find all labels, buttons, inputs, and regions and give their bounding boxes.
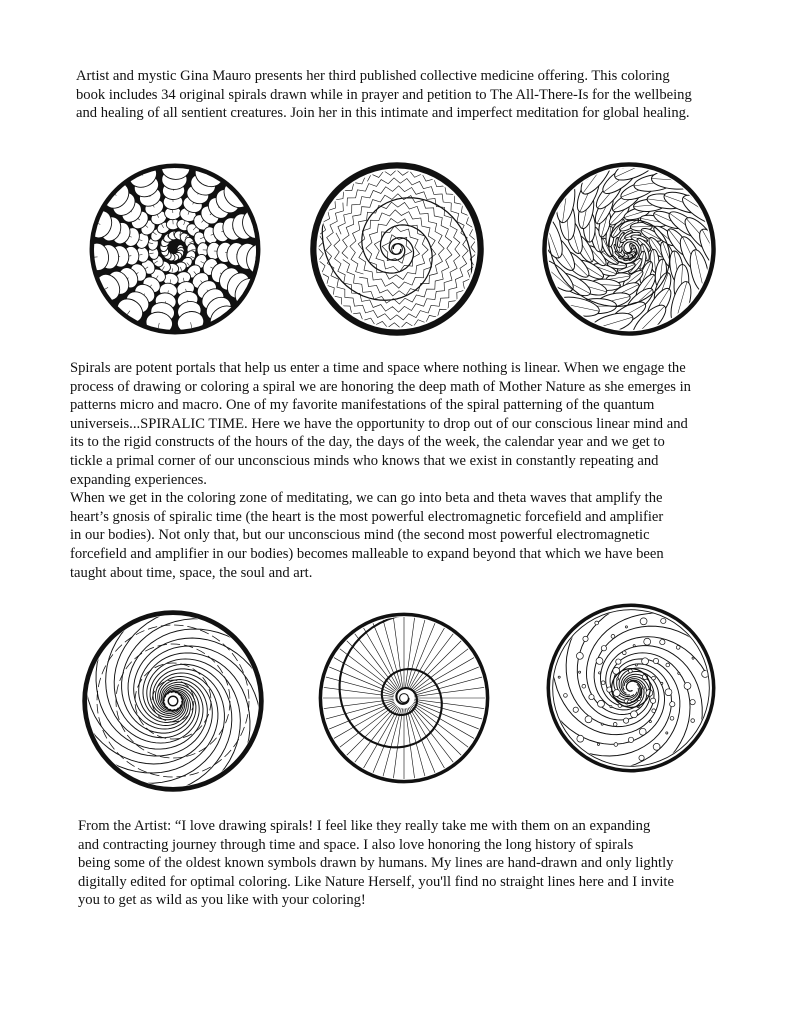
quote-line: digitally edited for optimal coloring. Like Nature Herself, you'll find no straight lines here and I invite (78, 873, 674, 890)
intro-paragraph (76, 67, 692, 123)
body-line: in our bodies). Not only that, but our unconscious mind (the second most powerful electromagnetic (70, 527, 650, 544)
quote-line: you to get as wild as you like with your coloring! (78, 892, 366, 909)
spiral-mandala-rays-icon (316, 610, 492, 786)
intro-line: and healing of all sentient creatures. Join her in this intimate and imperfect meditation for global healing. (76, 105, 690, 122)
spiral-mandala-bubbles-icon (543, 600, 719, 776)
spiral-time-paragraph (70, 359, 691, 582)
quote-line: From the Artist: “I love drawing spirals! I feel like they really take me with them on an expanding (78, 818, 651, 834)
spiral-mandala-scales-icon (86, 160, 264, 338)
body-line: heart’s gnosis of spiralic time (the heart is the most powerful electromagnetic forcefield and amplifier (70, 508, 664, 525)
spiral-mandala-chevron-icon (308, 160, 486, 338)
intro-line: book includes 34 original spirals drawn while in prayer and petition to The All-There-Is for the wellbeing (76, 86, 692, 103)
body-line: tickle a primal corner of our unconscious minds who knows that we exist in constantly repeating and (70, 452, 659, 469)
body-line: universeis...SPIRALIC TIME. Here we have the opportunity to drop out of our conscious linear mind and (70, 415, 688, 432)
quote-line: and contracting journey through time and space. I also love honoring the long history of spirals (78, 836, 634, 853)
body-line: process of drawing or coloring a spiral we are honoring the deep math of Mother Nature as she emerges in (70, 378, 691, 395)
intro-line: Artist and mystic Gina Mauro presents her third published collective medicine offering. This coloring (76, 68, 670, 84)
quote-line: being some of the oldest known symbols drawn by humans. My lines are hand-drawn and only lightly (78, 855, 674, 872)
spiral-mandala-feathers-icon (78, 606, 268, 796)
body-line: forcefield and amplifier in our bodies) becomes malleable to expand beyond that which we have been (70, 545, 664, 562)
body-line: expanding experiences. (70, 471, 207, 488)
spiral-mandala-leaves-icon (540, 160, 718, 338)
body-line: patterns micro and macro. One of my favorite manifestations of the spiral patterning of the quantum (70, 397, 655, 414)
body-line: When we get in the coloring zone of meditating, we can go into beta and theta waves that amplify the (70, 490, 663, 507)
body-line: Spirals are potent portals that help us enter a time and space where nothing is linear. When we engage the (70, 360, 686, 376)
body-line: its to the rigid constructs of the hours of the day, the days of the week, the calendar year and we get to (70, 434, 665, 451)
artist-quote-paragraph (78, 817, 674, 910)
body-line: taught about time, space, the soul and art. (70, 564, 313, 581)
